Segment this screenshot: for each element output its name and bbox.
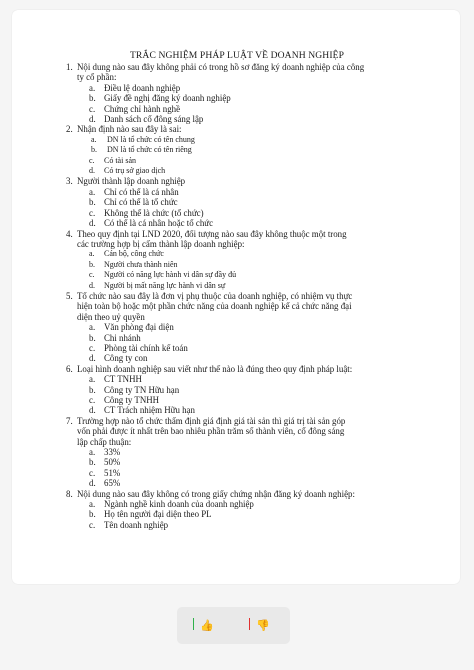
- answer-option: [0, 114, 474, 124]
- option-letter: a.: [89, 186, 96, 197]
- answer-option: [0, 166, 474, 176]
- answer-option: [0, 353, 474, 363]
- option-text: Giấy đề nghị đăng ký doanh nghiệp: [104, 93, 231, 104]
- question-text: Nội dung nào sau đây không có trong giấy chứng nhận đăng ký doanh nghiệp:: [77, 488, 355, 499]
- answer-option: [0, 104, 474, 114]
- option-text: Chỉ có thể là cá nhân: [104, 186, 179, 197]
- option-text: Họ tên người đại diện theo PL: [104, 509, 212, 520]
- option-text: Công ty TNHH: [104, 395, 160, 405]
- option-text: Công ty con: [104, 353, 148, 364]
- question-number: 3.: [66, 176, 73, 187]
- option-letter: c.: [89, 155, 95, 165]
- option-text: Điều lệ doanh nghiệp: [104, 82, 181, 93]
- like-button[interactable]: [192, 616, 216, 634]
- answer-option: [0, 395, 474, 405]
- answer-option: [0, 374, 474, 384]
- like-indicator: [193, 618, 194, 630]
- option-letter: c.: [89, 103, 96, 114]
- dislike-button[interactable]: [248, 616, 272, 634]
- question-text: Nội dung nào sau đây không phải có trong hồ sơ đăng ký doanh nghiệp của công: [77, 62, 365, 72]
- option-letter: c.: [89, 395, 96, 405]
- answer-option: [0, 249, 474, 259]
- question-text: Trường hợp nào tổ chức thẩm định giá định giá tài sản thì giá trị tài sản góp: [77, 415, 346, 426]
- option-letter: d.: [89, 114, 96, 125]
- option-text: Cán bộ, công chức: [104, 249, 164, 259]
- answer-option: [0, 447, 474, 457]
- option-letter: a.: [91, 134, 97, 144]
- option-letter: c.: [89, 519, 96, 530]
- answer-option: [0, 218, 474, 228]
- option-letter: c.: [89, 342, 96, 353]
- answer-option: [0, 281, 474, 291]
- option-text: Người chưa thành niên: [104, 259, 178, 269]
- question-2: [0, 124, 474, 134]
- question-text: Nhận định nào sau đây là sai:: [77, 124, 182, 135]
- option-letter: b.: [89, 259, 95, 269]
- thumbs-up-icon: 👍: [200, 618, 214, 632]
- option-text: Không thể là chức (tổ chức): [104, 207, 204, 218]
- option-text: Có thể là cá nhân hoặc tổ chức: [104, 218, 214, 229]
- option-letter: a.: [89, 322, 96, 333]
- option-letter: d.: [89, 478, 96, 489]
- option-letter: d.: [89, 280, 95, 290]
- question-4: [0, 229, 474, 250]
- option-text: 50%: [104, 457, 121, 468]
- option-text: Chứng chỉ hành nghề: [104, 103, 181, 114]
- option-letter: d.: [89, 166, 95, 176]
- answer-option: [0, 499, 474, 509]
- option-text: Có tài sản: [104, 155, 136, 165]
- option-text: DN là tổ chức có tên riêng: [107, 145, 192, 155]
- question-7: [0, 416, 474, 447]
- answer-option: [0, 509, 474, 519]
- answer-option: [0, 322, 474, 332]
- answer-option: [0, 187, 474, 197]
- option-text: Ngành nghề kinh doanh của doanh nghiệp: [104, 499, 254, 510]
- option-text: Văn phòng đại diện: [104, 322, 174, 333]
- option-letter: a.: [89, 374, 96, 385]
- question-text: ty cổ phần:: [77, 72, 117, 83]
- answer-option: [0, 270, 474, 280]
- question-list: [0, 62, 474, 530]
- answer-option: [0, 135, 474, 145]
- option-letter: c.: [89, 467, 96, 478]
- question-number: 6.: [66, 363, 73, 374]
- option-text: CT Trách nhiệm Hữu hạn: [104, 405, 195, 416]
- question-number: 8.: [66, 488, 73, 499]
- option-text: 65%: [104, 478, 121, 489]
- option-text: Chỉ có thể là tổ chức: [104, 197, 178, 208]
- feedback-toolbar: [177, 607, 290, 644]
- question-8: [0, 489, 474, 499]
- document-title: TRẮC NGHIỆM PHÁP LUẬT VỀ DOANH NGHIỆP: [129, 50, 345, 61]
- answer-option: [0, 478, 474, 488]
- option-text: Phòng tài chính kế toán: [104, 342, 188, 353]
- option-letter: a.: [89, 499, 96, 510]
- question-6: [0, 364, 474, 374]
- option-letter: d.: [89, 218, 96, 229]
- option-letter: a.: [89, 249, 95, 259]
- option-letter: c.: [89, 207, 96, 218]
- answer-option: [0, 520, 474, 530]
- question-text: Người thành lập doanh nghiệp: [77, 176, 186, 187]
- option-letter: b.: [89, 93, 96, 104]
- question-number: 7.: [66, 415, 73, 426]
- option-text: Chi nhánh: [104, 332, 141, 343]
- answer-option: [0, 156, 474, 166]
- option-text: CT TNHH: [104, 374, 142, 385]
- option-text: 33%: [104, 447, 121, 458]
- answer-option: [0, 468, 474, 478]
- answer-option: [0, 93, 474, 103]
- option-text: Công ty TN Hữu hạn: [104, 384, 180, 395]
- answer-option: [0, 457, 474, 467]
- option-text: Có trụ sở giao dịch: [104, 166, 166, 176]
- option-text: Người có năng lực hành vi dân sự đầy đủ: [104, 270, 237, 280]
- option-letter: b.: [89, 197, 96, 208]
- dislike-indicator: [249, 618, 250, 630]
- option-text: Người bị mất năng lực hành vi dân sự: [104, 280, 226, 290]
- question-1: [0, 62, 474, 83]
- question-text: vốn phải được ít nhất trên bao nhiêu phần trăm số thành viên, cổ đông sáng: [77, 426, 345, 437]
- question-text: Loại hình doanh nghiệp sau viết như thế nào là đúng theo quy định pháp luật:: [77, 363, 353, 374]
- option-text: Danh sách cổ đông sáng lập: [104, 114, 204, 125]
- option-letter: b.: [89, 509, 96, 520]
- thumbs-down-icon: 👎: [256, 618, 270, 632]
- question-text: Tổ chức nào sau đây là đơn vị phụ thuộc của doanh nghiệp, có nhiệm vụ thực: [77, 290, 353, 301]
- answer-option: [0, 343, 474, 353]
- answer-option: [0, 333, 474, 343]
- question-text: hiện toàn bộ hoặc một phần chức năng của doanh nghiệp kể cả chức năng đại: [77, 301, 352, 312]
- question-number: 4.: [66, 228, 73, 239]
- question-number: 1.: [66, 62, 73, 72]
- question-5: [0, 291, 474, 322]
- option-letter: b.: [89, 332, 96, 343]
- answer-option: [0, 197, 474, 207]
- option-letter: d.: [89, 405, 96, 416]
- answer-option: [0, 260, 474, 270]
- answer-option: [0, 208, 474, 218]
- option-text: Tên doanh nghiệp: [104, 519, 169, 530]
- question-number: 2.: [66, 124, 73, 135]
- option-letter: b.: [89, 384, 96, 395]
- question-text: lập chấp thuận:: [77, 436, 132, 447]
- question-text: diện theo uỷ quyền: [77, 311, 145, 322]
- option-text: 51%: [104, 467, 121, 478]
- answer-option: [0, 405, 474, 415]
- question-number: 5.: [66, 290, 73, 301]
- option-text: DN là tổ chức có tên chung: [107, 134, 195, 144]
- question-3: [0, 176, 474, 186]
- option-letter: a.: [89, 447, 96, 458]
- option-letter: c.: [89, 270, 95, 280]
- question-text: các trường hợp bị cấm thành lập doanh nghiệp:: [77, 238, 245, 249]
- option-letter: d.: [89, 353, 96, 364]
- option-letter: b.: [91, 145, 97, 155]
- answer-option: [0, 385, 474, 395]
- question-text: Theo quy định tại LND 2020, đối tượng nào sau đây không thuộc một trong: [77, 228, 347, 239]
- option-letter: b.: [89, 457, 96, 468]
- answer-option: [0, 145, 474, 155]
- option-letter: a.: [89, 82, 96, 93]
- answer-option: [0, 83, 474, 93]
